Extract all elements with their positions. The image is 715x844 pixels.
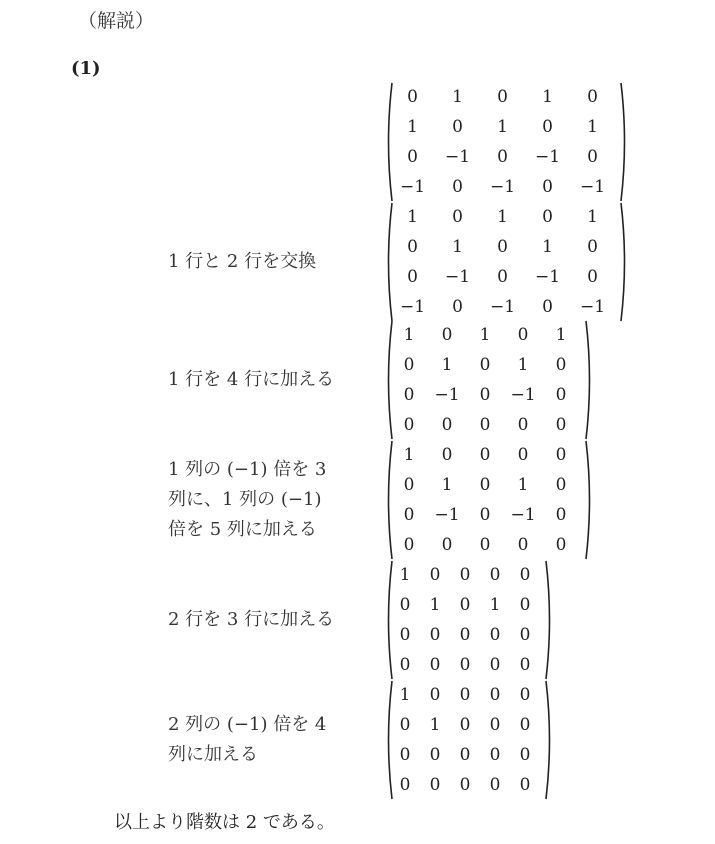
matrix-cell: 1 — [407, 207, 418, 227]
step-label-line: 倍を 5 列に加える — [168, 519, 317, 540]
matrix-cell: −1 — [399, 177, 426, 197]
conclusion-text: 以上より階数は 2 である。 — [114, 812, 335, 833]
matrix-cell: −1 — [534, 267, 561, 287]
matrix — [384, 560, 554, 680]
right-paren — [584, 440, 594, 560]
matrix-cell: 0 — [403, 415, 415, 435]
matrix-cell: −1 — [510, 385, 536, 405]
step-label-line: 2 列の (−1) 倍を 4 — [168, 714, 327, 735]
matrix-cell: 0 — [542, 207, 553, 227]
matrix-cell: −1 — [444, 267, 471, 287]
matrix-cell: 1 — [399, 565, 411, 585]
matrix-cell: 0 — [407, 147, 418, 167]
step-label — [168, 455, 326, 545]
right-paren — [619, 82, 629, 202]
matrix-cell: 0 — [459, 565, 471, 585]
matrix-cell: 0 — [429, 565, 441, 585]
matrix-cell: 1 — [479, 325, 491, 345]
matrix-cell: 0 — [587, 237, 598, 257]
matrix-cell: 1 — [587, 207, 598, 227]
matrix — [384, 320, 594, 440]
matrix-cell: 1 — [517, 475, 529, 495]
matrix-cell: 0 — [452, 207, 463, 227]
matrix-cell: 0 — [479, 475, 491, 495]
matrix-cell: 0 — [519, 775, 531, 795]
matrix-cell: 0 — [517, 445, 529, 465]
matrix-cell: 0 — [407, 267, 418, 287]
matrix-cell: 0 — [441, 445, 453, 465]
matrix-cell: 1 — [497, 117, 508, 137]
step-label — [168, 710, 326, 770]
matrix-cell: 0 — [479, 505, 491, 525]
matrix-cell: 1 — [542, 87, 553, 107]
matrix-cell: 0 — [403, 505, 415, 525]
matrix-cell: 0 — [407, 87, 418, 107]
matrix-cell: 0 — [479, 445, 491, 465]
matrix-cell: 0 — [399, 745, 411, 765]
matrix-cell: 0 — [587, 267, 598, 287]
step-label-line: 列に、1 列の (−1) — [168, 489, 322, 510]
matrix-cell: −1 — [510, 505, 536, 525]
matrix-cell: −1 — [434, 385, 460, 405]
matrix-cell: 0 — [555, 535, 567, 555]
matrix-cell: 0 — [403, 475, 415, 495]
step-label — [168, 247, 316, 277]
step-label — [168, 605, 334, 635]
matrix-cell: 0 — [459, 625, 471, 645]
matrix-cell: 0 — [497, 147, 508, 167]
matrix-cell: 0 — [542, 297, 553, 317]
matrix-cell: −1 — [489, 297, 516, 317]
right-paren — [544, 680, 554, 800]
matrix-cell: 0 — [555, 415, 567, 435]
matrix-cell: 1 — [452, 87, 463, 107]
right-paren — [619, 202, 629, 322]
matrix-cell: 1 — [452, 237, 463, 257]
matrix-cell: 0 — [489, 715, 501, 735]
matrix-cell: 0 — [519, 685, 531, 705]
matrix-cell: 0 — [459, 685, 471, 705]
matrix-cell: 1 — [587, 117, 598, 137]
matrix-cell: 0 — [555, 445, 567, 465]
matrix-cell: 0 — [517, 415, 529, 435]
matrix-cell: 0 — [399, 655, 411, 675]
matrix-cell: 0 — [519, 715, 531, 735]
matrix-cell: 0 — [519, 595, 531, 615]
matrix-cell: 0 — [555, 385, 567, 405]
matrix-cell: −1 — [489, 177, 516, 197]
matrix-cell: 0 — [519, 745, 531, 765]
matrix-cell: 0 — [459, 715, 471, 735]
matrix-cell: 1 — [517, 355, 529, 375]
matrix-cell: 1 — [441, 475, 453, 495]
matrix — [384, 680, 554, 800]
matrix-cell: 0 — [429, 655, 441, 675]
matrix-cell: 0 — [479, 535, 491, 555]
matrix-cell: 1 — [407, 117, 418, 137]
step-label-line: 1 行と 2 行を交換 — [168, 251, 317, 272]
matrix-cell: 0 — [452, 177, 463, 197]
matrix-cell: 0 — [497, 267, 508, 287]
matrix-cell: 1 — [399, 685, 411, 705]
matrix-cell: 0 — [519, 625, 531, 645]
matrix-cell: 0 — [555, 505, 567, 525]
matrix — [384, 82, 629, 202]
matrix-cell: 0 — [399, 625, 411, 645]
matrix-cell: 0 — [441, 415, 453, 435]
matrix-cell: 0 — [587, 87, 598, 107]
matrix-cell: 0 — [459, 655, 471, 675]
matrix — [384, 202, 629, 322]
matrix-cell: 0 — [452, 117, 463, 137]
matrix-cell: 0 — [407, 237, 418, 257]
matrix-cell: 0 — [555, 355, 567, 375]
matrix-cell: 0 — [452, 297, 463, 317]
matrix-cell: 0 — [517, 535, 529, 555]
section-heading: （解説） — [78, 10, 155, 32]
matrix-cell: 0 — [489, 775, 501, 795]
matrix-cell: −1 — [434, 505, 460, 525]
matrix-cell: 0 — [587, 147, 598, 167]
matrix-cell: 1 — [403, 445, 415, 465]
matrix-cell: 0 — [489, 655, 501, 675]
step-label-line: 1 列の (−1) 倍を 3 — [168, 459, 327, 480]
matrix-cell: 0 — [429, 685, 441, 705]
matrix-cell: 1 — [429, 595, 441, 615]
matrix-cell: −1 — [399, 297, 426, 317]
matrix-cell: 0 — [489, 685, 501, 705]
part-label: (1) — [71, 58, 101, 79]
matrix-cell: 0 — [441, 325, 453, 345]
matrix-cell: 0 — [489, 625, 501, 645]
matrix — [384, 440, 594, 560]
matrix-cell: 0 — [429, 775, 441, 795]
matrix-cell: 0 — [399, 775, 411, 795]
matrix-cell: 1 — [489, 595, 501, 615]
step-label-line: 2 行を 3 行に加える — [168, 609, 335, 630]
matrix-cell: 0 — [479, 415, 491, 435]
matrix-cell: 0 — [519, 565, 531, 585]
step-label — [168, 365, 334, 395]
matrix-cell: 0 — [429, 745, 441, 765]
matrix-cell: 1 — [542, 237, 553, 257]
matrix-cell: 1 — [403, 325, 415, 345]
matrix-cell: 0 — [399, 595, 411, 615]
right-paren — [584, 320, 594, 440]
matrix-cell: 0 — [555, 475, 567, 495]
matrix-cell: 0 — [479, 385, 491, 405]
matrix-cell: −1 — [444, 147, 471, 167]
matrix-cell: −1 — [579, 297, 606, 317]
matrix-cell: 0 — [403, 385, 415, 405]
matrix-cell: 0 — [517, 325, 529, 345]
step-label-line: 1 行を 4 行に加える — [168, 369, 335, 390]
matrix-cell: 0 — [479, 355, 491, 375]
matrix-cell: 0 — [403, 535, 415, 555]
matrix-cell: 0 — [497, 87, 508, 107]
right-paren — [544, 560, 554, 680]
step-label-line: 列に加える — [168, 744, 258, 765]
matrix-cell: 0 — [459, 775, 471, 795]
matrix-cell: 0 — [459, 745, 471, 765]
matrix-cell: 0 — [489, 745, 501, 765]
matrix-cell: 0 — [429, 625, 441, 645]
matrix-cell: 0 — [459, 595, 471, 615]
matrix-cell: 0 — [399, 715, 411, 735]
matrix-cell: −1 — [579, 177, 606, 197]
matrix-cell: 1 — [497, 207, 508, 227]
matrix-cell: 1 — [441, 355, 453, 375]
matrix-cell: −1 — [534, 147, 561, 167]
matrix-cell: 0 — [497, 237, 508, 257]
matrix-cell: 0 — [519, 655, 531, 675]
matrix-cell: 0 — [542, 177, 553, 197]
matrix-cell: 0 — [489, 565, 501, 585]
matrix-cell: 0 — [441, 535, 453, 555]
matrix-cell: 1 — [555, 325, 567, 345]
matrix-cell: 0 — [542, 117, 553, 137]
matrix-cell: 0 — [403, 355, 415, 375]
matrix-cell: 1 — [429, 715, 441, 735]
